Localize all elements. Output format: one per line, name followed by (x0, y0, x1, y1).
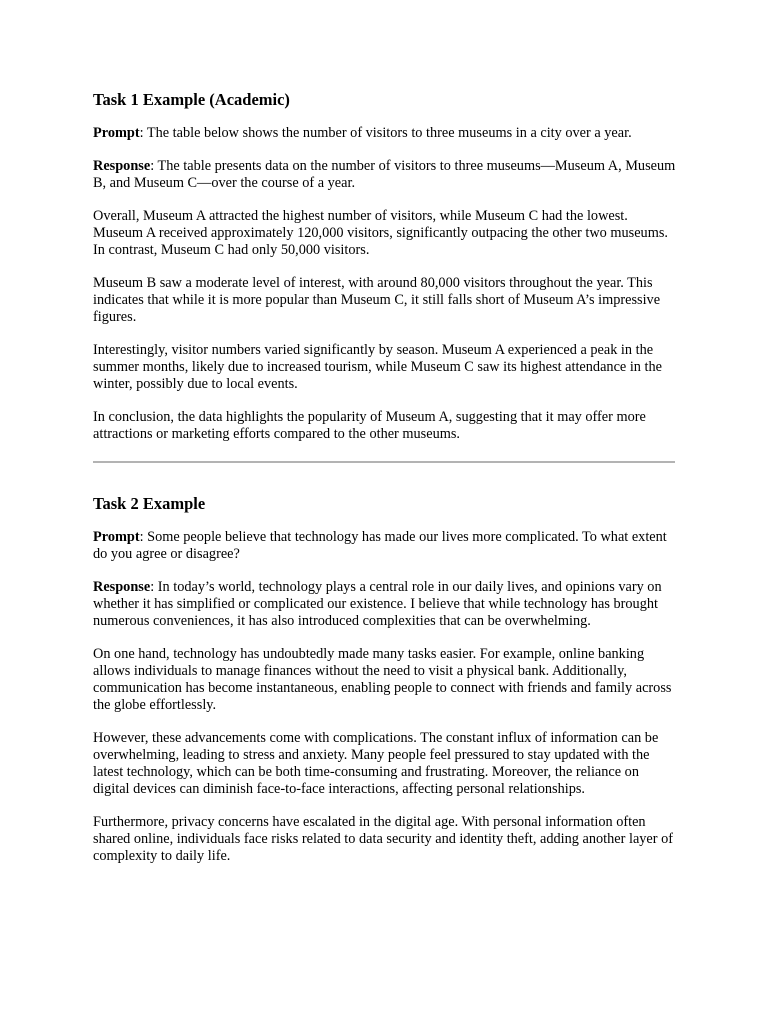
task1-response-text: : The table presents data on the number of visitors to three museums—Museum A, Museum B, and Museum C—over the course of a year. (93, 158, 676, 191)
task1-response (93, 158, 676, 192)
task2-response-text: : In today’s world, technology plays a central role in our daily lives, and opinions vary on whether it has simplified or complicated our existence. I believe that while technology has brought numerous conveniences, it has also introduced complexities that can be overwhelming. (93, 579, 662, 629)
task2-prompt-text: : Some people believe that technology has made our lives more complicated. To what extent do you agree or disagree? (93, 529, 667, 562)
task1-paragraph: In conclusion, the data highlights the popularity of Museum A, suggesting that it may offer more attractions or marketing efforts compared to the other museums. (93, 409, 646, 442)
task1-paragraph: Interestingly, visitor numbers varied significantly by season. Museum A experienced a peak in the summer months, likely due to increased tourism, while Museum C saw its highest attendance in the winter, possibly due to local events. (93, 342, 662, 392)
task1-response-label: Response (93, 158, 151, 174)
task1-title: Task 1 Example (Academic) (93, 90, 290, 109)
task2-response-label: Response (93, 579, 151, 595)
task2-title: Task 2 Example (93, 494, 206, 513)
task1-prompt-text: : The table below shows the number of visitors to three museums in a city over a year. (139, 125, 632, 141)
task1-paragraph: Museum B saw a moderate level of interest, with around 80,000 visitors throughout the year. This indicates that while it is more popular than Museum C, it still falls short of Museum A’s impressive figures. (93, 275, 661, 325)
task1-prompt (93, 125, 676, 142)
task2-paragraph: On one hand, technology has undoubtedly made many tasks easier. For example, online banking allows individuals to manage finances without the need to visit a physical bank. Additionally, communication has become instantaneous, enabling people to connect with friends and family across the globe effortlessly. (93, 646, 672, 713)
task2-prompt-label: Prompt (93, 529, 140, 545)
task2-response (93, 579, 676, 630)
task2-paragraph: However, these advancements come with complications. The constant influx of information can be overwhelming, leading to stress and anxiety. Many people feel pressured to stay updated with the latest technology, which can be both time-consuming and frustrating. Moreover, the reliance on digital devices can diminish face-to-face interactions, affecting personal relationships. (93, 730, 659, 797)
task2-prompt (93, 529, 676, 563)
section-divider (93, 461, 675, 463)
task1-paragraph: Overall, Museum A attracted the highest number of visitors, while Museum C had the lowest. Museum A received approximately 120,000 visitors, significantly outpacing the other two museums. In contrast, Museum C had only 50,000 visitors. (93, 208, 668, 258)
task1-prompt-label: Prompt (93, 125, 140, 141)
task2-paragraph: Furthermore, privacy concerns have escalated in the digital age. With personal information often shared online, individuals face risks related to data security and identity theft, adding another layer of complexity to daily life. (93, 814, 674, 864)
document-page (93, 87, 676, 865)
